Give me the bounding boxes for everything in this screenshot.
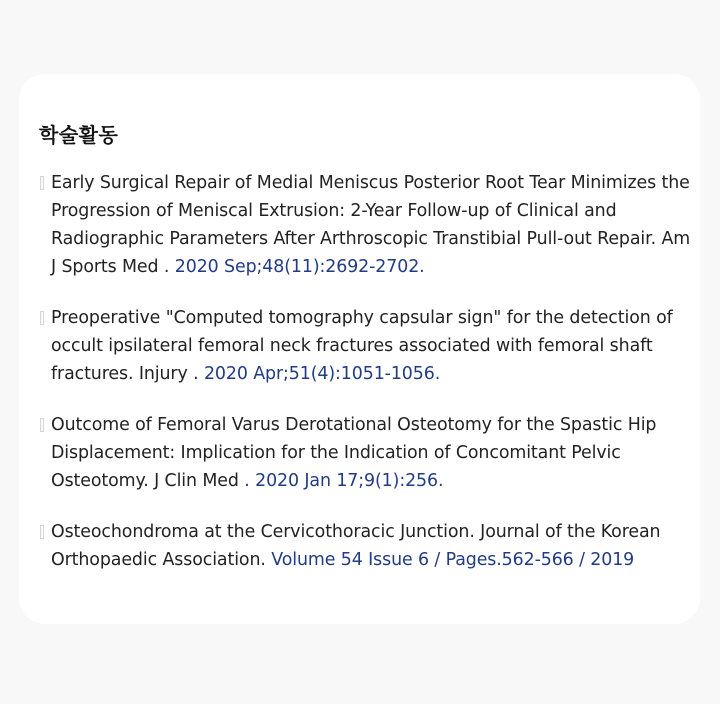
- section-title: 학술활동: [39, 123, 119, 147]
- publication-text: Preoperative "Computed tomography capsular sign" for the detection of occult ipsilateral femoral neck fractures associated with femoral shaft fractures. Injury .: [51, 308, 673, 384]
- publication-citation: Volume 54 Issue 6 / Pages.562-566 / 2019: [271, 550, 635, 570]
- publication-citation: 2020 Apr;51(4):1051-1056.: [203, 364, 441, 384]
- bullet-icon: [40, 418, 44, 432]
- publication-item: [39, 518, 699, 574]
- bullet-icon: [40, 311, 44, 325]
- publication-text: Early Surgical Repair of Medial Meniscus Posterior Root Tear Minimizes the Progression of Meniscal Extrusion: 2-Year Follow-up of Clinical and Radiographic Parameters After Arthroscopic Transtibial Pull-out Repair. Am J Sports Med .: [51, 173, 691, 277]
- bullet-icon: [40, 176, 44, 190]
- publication-list: [39, 169, 699, 597]
- publication-item: [39, 304, 699, 388]
- publication-text: Outcome of Femoral Varus Derotational Osteotomy for the Spastic Hip Displacement: Implication for the Indication of Concomitant Pelvic Osteotomy. J Clin Med: [51, 415, 657, 491]
- bullet-icon: [40, 525, 44, 539]
- publication-citation: 2020 Sep;48(11):2692-2702.: [174, 257, 425, 277]
- publication-item: [39, 411, 699, 495]
- publication-citation: . 2020 Jan 17;9(1):256.: [244, 471, 444, 491]
- publication-text: Osteochondroma at the Cervicothoracic Junction. Journal of the Korean Orthopaedic Association.: [51, 522, 661, 570]
- publication-item: [39, 169, 699, 281]
- academic-activities-card: [19, 74, 700, 624]
